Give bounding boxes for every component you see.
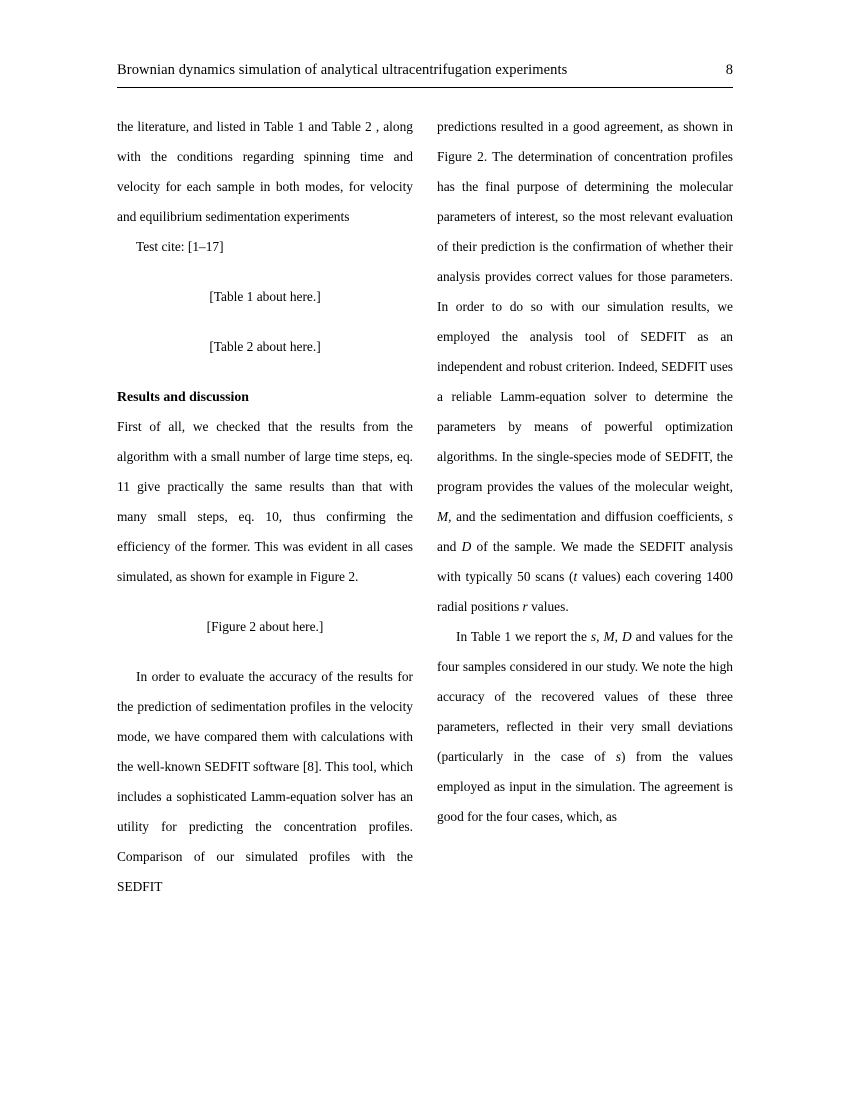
paragraph-accuracy-evaluation: In order to evaluate the accuracy of the results for the prediction of sedimentation profiles in the velocity mode, we have compared them with calculations with the well-known SEDFIT software [8]. This tool, which includes a sophisticated Lamm-equation solver has an utility for predicting the concentration profiles. Comparison of our simulated profiles with the SEDFIT	[117, 669, 413, 894]
page-number: 8	[725, 62, 733, 78]
figure-2-placeholder: [Figure 2 about here.]	[206, 619, 324, 634]
right-column	[437, 112, 733, 1012]
spacer	[117, 312, 413, 332]
spacer	[117, 362, 413, 382]
text-run: In Table 1 we report the	[456, 629, 591, 644]
text-run: values) each covering 1400 radial positions	[437, 569, 734, 614]
table-2-placeholder: [Table 2 about here.]	[209, 339, 321, 354]
math-variable-s: s	[727, 509, 733, 524]
left-column	[117, 112, 413, 1012]
text-run: values.	[527, 599, 569, 614]
text-run: and	[437, 539, 462, 554]
running-header	[117, 62, 733, 79]
math-variable-D: D	[461, 539, 472, 554]
paragraph-results-first-of-all: First of all, we checked that the results from the algorithm with a small number of large time steps, eq. 11 give practically the same results than that with many small steps, eq. 10, thus confirming the efficiency of the former. This was evident in all cases simulated, as shown for example in Figure 2.	[117, 419, 413, 584]
text-run: of the sample. We made the SEDFIT analysis with typically 50 scans (	[437, 539, 733, 584]
paragraph-table-1-values	[437, 622, 733, 832]
math-variable-s: s	[590, 629, 597, 644]
header-rule	[117, 87, 733, 88]
math-variable-M: M	[437, 509, 449, 524]
text-run: and values for the four samples considered in our study. We note the high accuracy of the recovered values of these three parameters, reflected in their very small deviations (particularly in the case of	[437, 629, 733, 764]
paragraph-test-cite: Test cite: [1–17]	[136, 239, 224, 254]
spacer	[117, 642, 413, 662]
section-heading-results-and-discussion: Results and discussion	[117, 389, 249, 404]
math-variable-s: s	[615, 749, 621, 764]
table-1-placeholder: [Table 1 about here.]	[209, 289, 321, 304]
paragraph-predictions-agreement	[437, 112, 733, 622]
text-run: ,	[596, 629, 604, 644]
math-variable-r: r	[522, 599, 528, 614]
math-variable-D: D	[621, 629, 632, 644]
math-variable-M: M	[603, 629, 615, 644]
text-run: , and the sedimentation and diffusion coefficients,	[448, 509, 728, 524]
spacer	[117, 262, 413, 282]
header-title: Brownian dynamics simulation of analytical ultracentrifugation experiments	[117, 62, 568, 78]
spacer	[117, 592, 413, 612]
paragraph-continued-literature: the literature, and listed in Table 1 and Table 2 , along with the conditions regarding spinning time and velocity for each sample in both modes, for velocity and equilibrium sedimentation experiments	[117, 119, 413, 224]
text-run: ) from the values employed as input in the simulation. The agreement is good for the four cases, which, as	[437, 749, 733, 824]
text-run: ,	[614, 629, 622, 644]
body-columns	[117, 112, 733, 1012]
text-run: predictions resulted in a good agreement, as shown in Figure 2. The determination of concentration profiles has the final purpose of determining the molecular parameters of interest, so the most relevant evaluation of their prediction is the confirmation of whether their analysis provides correct values for those parameters. In order to do so with our simulation results, we employed the analysis tool of SEDFIT as an independent and robust criterion. Indeed, SEDFIT uses a reliable Lamm-equation solver to determine the parameters by means of powerful optimization algorithms. In the single-species mode of SEDFIT, the program provides the values of the molecular weight,	[437, 119, 733, 494]
math-variable-t: t	[573, 569, 578, 584]
